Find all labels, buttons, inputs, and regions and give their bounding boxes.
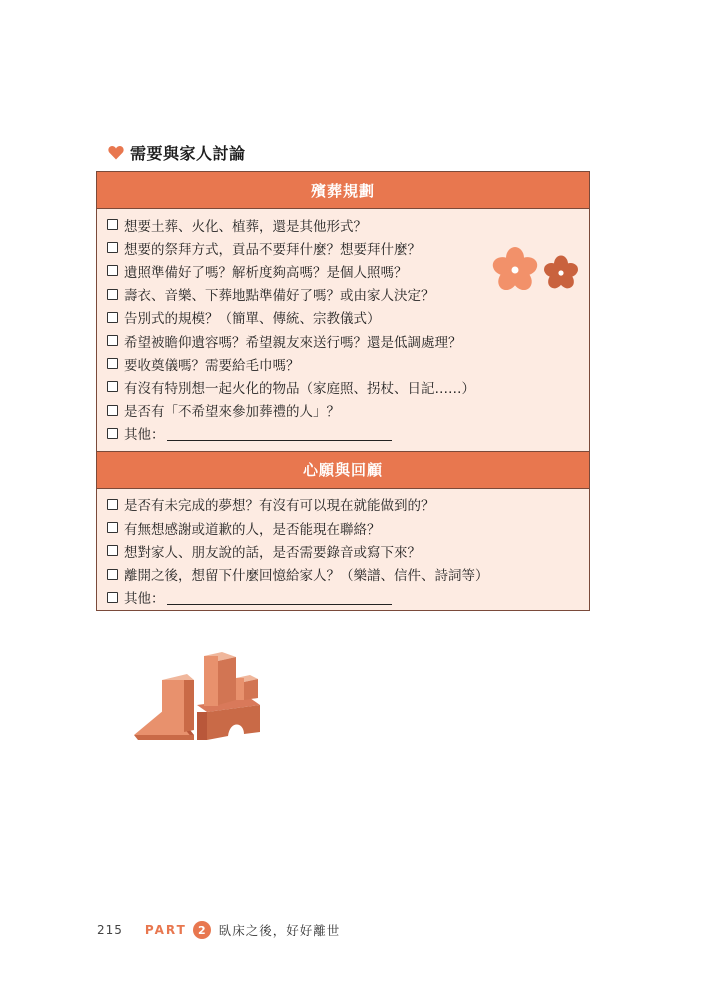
flower-icon <box>490 246 585 296</box>
checklist-box <box>96 171 590 611</box>
page-number: 215 <box>97 923 123 937</box>
checklist-item[interactable] <box>107 352 589 375</box>
checklist-item[interactable] <box>107 539 589 562</box>
checkbox-icon[interactable] <box>107 569 118 580</box>
heart-icon <box>108 145 124 160</box>
checklist-item-other[interactable] <box>107 586 589 609</box>
chapter-title: 臥床之後，好好離世 <box>218 923 341 938</box>
checklist-item-text: 要收奠儀嗎？需要給毛巾嗎？ <box>124 357 300 374</box>
checkbox-icon[interactable] <box>107 358 118 369</box>
section-heading <box>108 140 246 164</box>
part-number-badge: 2 <box>193 921 211 939</box>
checkbox-icon[interactable] <box>107 405 118 416</box>
checkbox-icon[interactable] <box>107 592 118 603</box>
checkbox-icon[interactable] <box>107 499 118 510</box>
checkbox-icon[interactable] <box>107 265 118 276</box>
checklist-item-text: 離開之後，想留下什麼回憶給家人？（樂譜、信件、詩詞等） <box>124 568 489 585</box>
other-blank-line[interactable] <box>167 426 392 441</box>
checklist-item-text: 告別式的規模？（簡單、傳統、宗教儀式） <box>124 311 381 328</box>
checklist-item-text: 是否有未完成的夢想？有沒有可以現在就能做到的？ <box>124 498 435 515</box>
checklist-item-other[interactable] <box>107 422 589 445</box>
checkbox-icon[interactable] <box>107 381 118 392</box>
checklist-item[interactable] <box>107 213 589 236</box>
checklist-item[interactable] <box>107 306 589 329</box>
page-footer <box>97 918 340 942</box>
checkbox-icon[interactable] <box>107 289 118 300</box>
checklist-item-text: 希望被瞻仰遺容嗎？希望親友來送行嗎？還是低調處理？ <box>124 334 462 351</box>
flower-icon-small <box>542 256 580 292</box>
checkbox-icon[interactable] <box>107 522 118 533</box>
wishes-review-list <box>97 489 589 615</box>
part-label: PART <box>144 923 187 937</box>
checklist-item[interactable] <box>107 399 589 422</box>
checklist-item[interactable] <box>107 375 589 398</box>
checkbox-icon[interactable] <box>107 428 118 439</box>
checklist-item-text: 想對家人、朋友說的話，是否需要錄音或寫下來？ <box>124 544 421 561</box>
checklist-item-text: 壽衣、音樂、下葬地點準備好了嗎？或由家人決定？ <box>124 288 435 305</box>
other-label: 其他： <box>124 591 165 608</box>
checkbox-icon[interactable] <box>107 242 118 253</box>
flower-icon-large <box>490 247 539 294</box>
checklist-item[interactable] <box>107 516 589 539</box>
checklist-item-text: 有沒有特別想一起火化的物品（家庭照、拐杖、日記……） <box>124 380 475 397</box>
checklist-item-text: 想要的祭拜方式，貢品不要拜什麼？想要拜什麼？ <box>124 241 421 258</box>
building-blocks-illustration <box>132 650 262 745</box>
checklist-item-text: 遺照準備好了嗎？解析度夠高嗎？是個人照嗎？ <box>124 264 408 281</box>
checklist-item-text: 想要土葬、火化、植葬，還是其他形式？ <box>124 218 367 235</box>
checklist-item[interactable] <box>107 493 589 516</box>
checklist-item[interactable] <box>107 329 589 352</box>
section-heading-title: 需要與家人討論 <box>130 143 246 163</box>
checklist-item[interactable] <box>107 562 589 585</box>
funeral-plan-header: 殯葬規劃 <box>97 172 589 209</box>
checkbox-icon[interactable] <box>107 545 118 556</box>
checkbox-icon[interactable] <box>107 312 118 323</box>
checkbox-icon[interactable] <box>107 219 118 230</box>
other-blank-line[interactable] <box>167 590 392 605</box>
checklist-item-text: 有無想感謝或道歉的人，是否能現在聯絡？ <box>124 521 381 538</box>
checklist-item-text: 是否有「不希望來參加葬禮的人」？ <box>124 404 340 421</box>
wishes-review-header: 心願與回顧 <box>97 451 589 489</box>
other-label: 其他： <box>124 427 165 444</box>
checkbox-icon[interactable] <box>107 335 118 346</box>
